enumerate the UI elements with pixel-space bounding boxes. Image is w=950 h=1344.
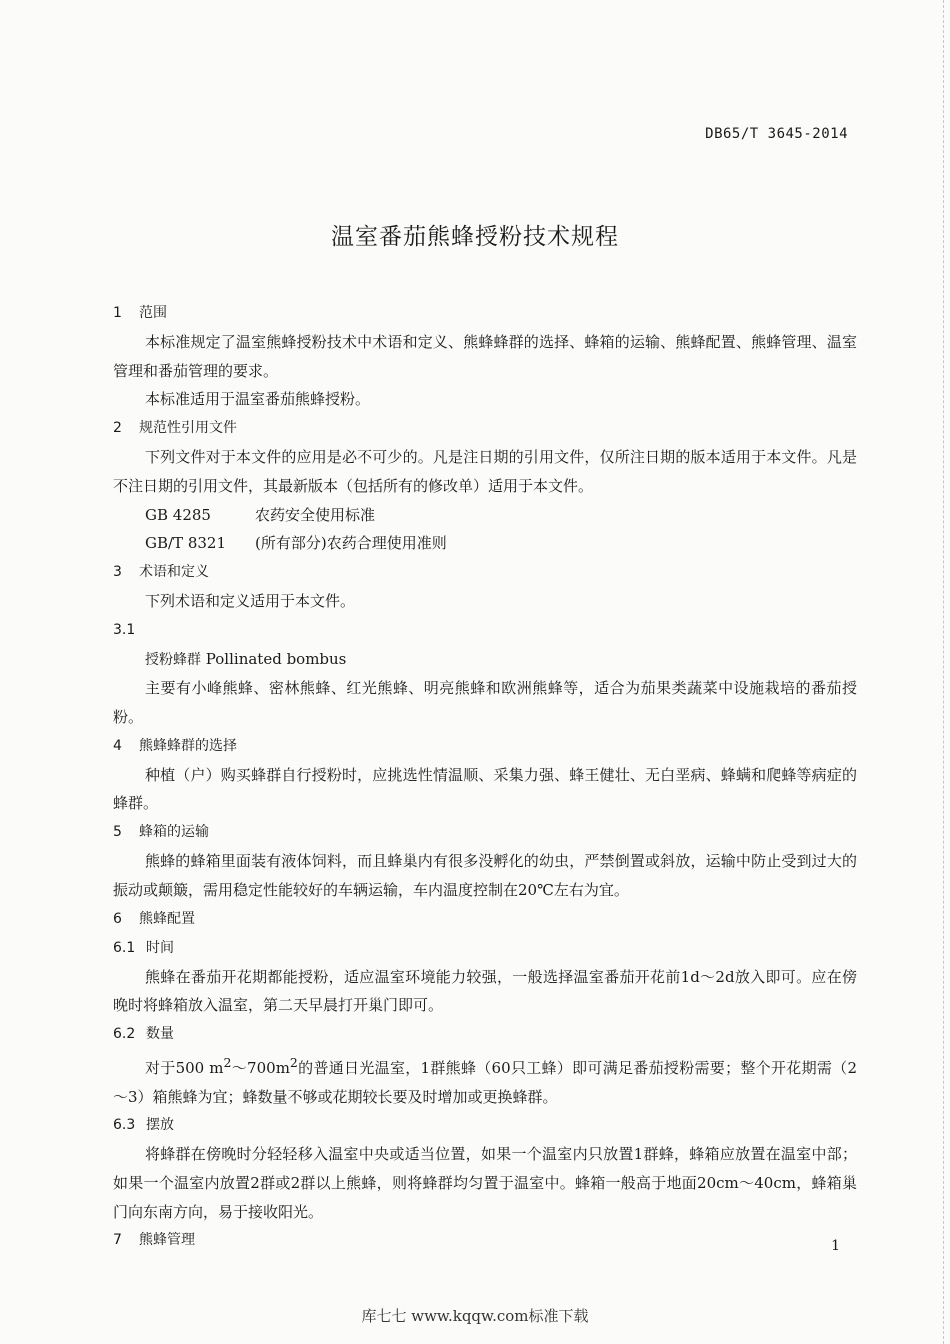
reference-code: GB 4285: [145, 505, 211, 524]
reference-code: GB/T 8321: [145, 534, 227, 553]
section-5-heading: 5 蜂箱的运输: [113, 824, 209, 841]
reference-row: [113, 529, 857, 558]
section-3-heading: 3 术语和定义: [113, 563, 209, 580]
superscript: 2: [289, 1054, 298, 1070]
section-1-paragraph-2: 本标准适用于温室番茄熊蜂授粉。: [145, 390, 371, 409]
section-6-3-heading: 6.3 摆放: [113, 1117, 174, 1134]
term-chinese: 授粉蜂群: [145, 651, 201, 668]
section-5-paragraph-1: 熊蜂的蜂箱里面装有液体饲料，而且蜂巢内有很多没孵化的幼虫，严禁倒置或斜放，运输中防止受到过大的振动或颠簸，需用稳定性能较好的车辆运输，车内温度控制在20℃左右为宜。: [113, 852, 857, 899]
section-6-heading: 6 熊蜂配置: [113, 910, 195, 927]
footer-watermark: 库七七 www.kqqw.com标准下载: [361, 1307, 589, 1325]
section-2-heading: 2 规范性引用文件: [113, 420, 237, 437]
document-title: 温室番茄熊蜂授粉技术规程: [331, 224, 619, 250]
section-4-heading: 4 熊蜂蜂群的选择: [113, 737, 237, 754]
section-7-heading: 7 熊蜂管理: [113, 1232, 195, 1249]
section-3-paragraph-1: 下列术语和定义适用于本文件。: [145, 591, 356, 610]
document-number: DB65/T 3645-2014: [705, 126, 848, 142]
section-6-1-heading: 6.1 时间: [113, 939, 174, 956]
page-edge-divider: [942, 0, 944, 1344]
section-6-1-paragraph-1: 熊蜂在番茄开花期都能授粉，适应温室环境能力较强，一般选择温室番茄开花前1d～2d放入即可。应在傍晚时将蜂箱放入温室，第二天早晨打开巢门即可。: [113, 967, 857, 1015]
section-1-paragraph-1: 本标准规定了温室熊蜂授粉技术中术语和定义、熊蜂蜂群的选择、蜂箱的运输、熊蜂配置、熊蜂管理、温室管理和番茄管理的要求。: [113, 333, 857, 380]
term-entry: [113, 645, 857, 675]
section-6-2-paragraph-1: 对于500 $m^2\sim 700m^2$的普通日光温室，1群熊蜂（60只工蜂）即可满足番茄授粉需要；整个开花期需（2～3）箱熊蜂为宜；蜂数量不够或花期较长要及时增加或更换蜂群。: [113, 1054, 857, 1106]
section-6-3-paragraph-1: 将蜂群在傍晚时分轻轻移入温室中央或适当位置，如果一个温室内只放置1群蜂，蜂箱应放置在温室中部；如果一个温室内放置2群或2群以上熊蜂，则将蜂群均匀置于温室中。蜂箱一般高于地面20cm～40cm，蜂箱巢门向东南方向，易于接收阳光。: [113, 1145, 857, 1221]
subsection-3-1-number: 3.1: [113, 621, 136, 638]
section-6-2-heading: 6.2 数量: [113, 1025, 174, 1042]
term-definition: 主要有小峰熊蜂、密林熊蜂、红光熊蜂、明亮熊蜂和欧洲熊蜂等，适合为茄果类蔬菜中设施栽培的番茄授粉。: [113, 679, 857, 727]
term-english: Pollinated bombus: [205, 649, 347, 668]
section-4-paragraph-1: 种植（户）购买蜂群自行授粉时，应挑选性情温顺、采集力强、蜂王健壮、无白垩病、蜂螨和爬蜂等病症的蜂群。: [113, 765, 857, 813]
superscript: 2: [223, 1054, 232, 1070]
page-number: 1: [831, 1238, 840, 1254]
section-2-paragraph-1: 下列文件对于本文件的应用是必不可少的。凡是注日期的引用文件，仅所注日期的版本适用于本文件。凡是不注日期的引用文件，其最新版本（包括所有的修改单）适用于本文件。: [113, 448, 857, 495]
section-1-heading: 1 范围: [113, 305, 167, 321]
reference-name: (所有部分)农药合理使用准则: [255, 534, 447, 553]
document-body: [113, 299, 857, 1255]
reference-row: [113, 501, 857, 530]
reference-name: 农药安全使用标准: [255, 505, 376, 524]
